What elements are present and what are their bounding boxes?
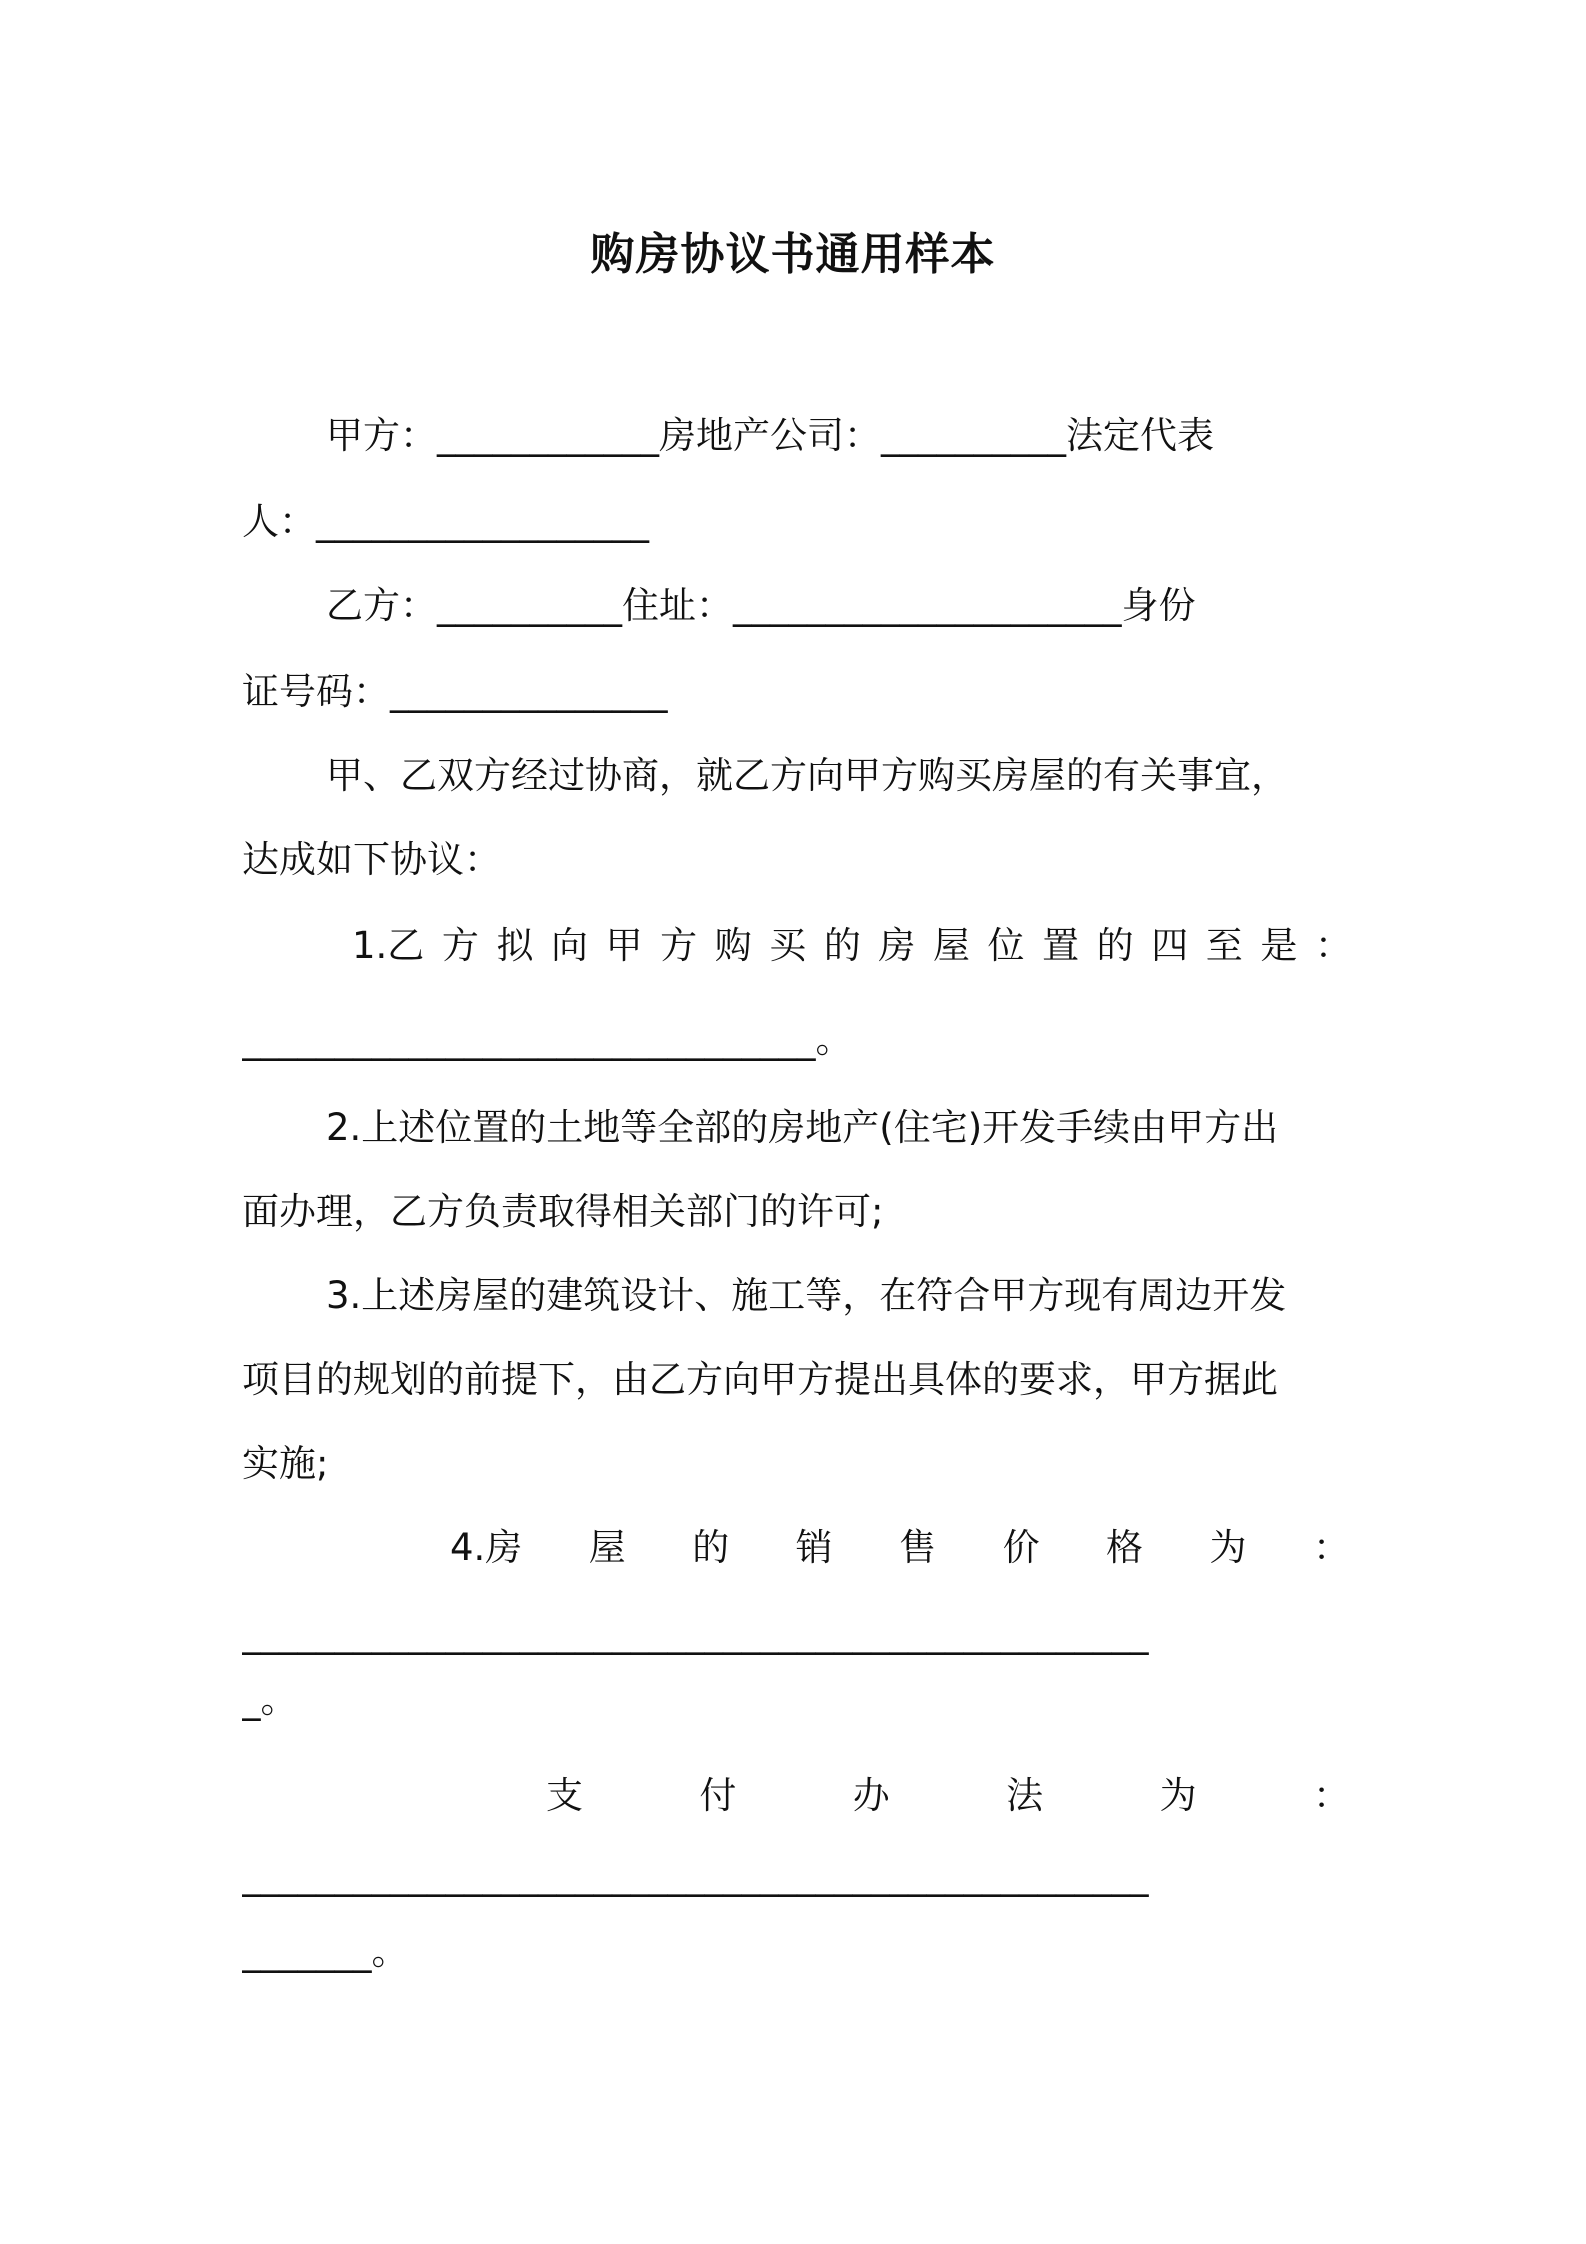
clause-1-char: ：	[1314, 924, 1352, 967]
clause-1-char: 方	[441, 924, 479, 967]
clause-1-heading	[352, 918, 1352, 974]
clause-2-line: 2.上述位置的土地等全部的房地产(住宅)开发手续由甲方出	[326, 1106, 1279, 1149]
clause-1-char: 拟	[496, 924, 534, 967]
clause-4-char: ：	[1312, 1526, 1350, 1569]
preamble-line-cont: 达成如下协议：	[242, 838, 501, 881]
clause-1-char: 向	[551, 924, 588, 967]
payment-heading	[546, 1768, 1350, 1824]
clause-1-char: 至	[1205, 924, 1243, 967]
preamble-line: 甲、乙双方经过协商，就乙方向甲方购买房屋的有关事宜，	[326, 754, 1288, 797]
clause-1-char: 买	[769, 924, 807, 967]
clause-1-char: 1.乙	[352, 924, 425, 967]
party-a-line-cont: 人：__________________	[242, 500, 649, 543]
clause-4-char: 价	[1002, 1526, 1040, 1569]
clause-3-line: 3.上述房屋的建筑设计、施工等，在符合甲方现有周边开发	[326, 1274, 1287, 1317]
payment-char: 办	[852, 1774, 890, 1817]
price-blank-end: _。	[242, 1678, 298, 1721]
clause-1-char: 置	[1042, 924, 1080, 967]
clause-1-char: 的	[1096, 924, 1134, 967]
clause-1-char: 四	[1151, 924, 1189, 967]
payment-blank-end: _______。	[242, 1930, 409, 1973]
party-b-line-cont: 证号码：_______________	[242, 670, 668, 713]
party-b-line: 乙方：__________住址：_____________________身份	[326, 584, 1196, 627]
payment-blank: _________________________________________________	[242, 1854, 1149, 1897]
payment-char: 法	[1006, 1774, 1044, 1817]
payment-char: 为	[1159, 1774, 1197, 1817]
clause-1-char: 方	[660, 924, 698, 967]
clause-3-line-cont: 项目的规划的前提下，由乙方向甲方提出具体的要求，甲方据此	[242, 1358, 1278, 1401]
clause-1-char: 位	[987, 924, 1025, 967]
payment-char: 付	[699, 1774, 737, 1817]
payment-char: 支	[546, 1774, 583, 1817]
clause-4-char: 屋	[588, 1526, 626, 1569]
clause-4-char: 格	[1106, 1526, 1144, 1569]
clause-2-line-cont: 面办理，乙方负责取得相关部门的许可;	[242, 1190, 884, 1233]
clause-1-char: 购	[714, 924, 752, 967]
clause-1-char: 房	[878, 924, 916, 967]
clause-1-char: 屋	[932, 924, 970, 967]
clause-1-blank: _______________________________。	[242, 1018, 853, 1061]
payment-char: ：	[1312, 1774, 1350, 1817]
page-title: 购房协议书通用样本	[590, 229, 996, 280]
price-blank: _________________________________________________	[242, 1612, 1149, 1655]
clause-4-heading	[450, 1520, 1350, 1576]
clause-4-char: 售	[899, 1526, 937, 1569]
clause-4-char: 为	[1209, 1526, 1247, 1569]
clause-4-char: 销	[795, 1526, 833, 1569]
clause-1-char: 是	[1260, 924, 1298, 967]
clause-4-char: 的	[692, 1526, 730, 1569]
clause-1-char: 甲	[605, 924, 643, 967]
clause-1-char: 的	[823, 924, 861, 967]
clause-3-line-end: 实施;	[242, 1442, 329, 1485]
clause-4-char: 4.房	[450, 1526, 523, 1569]
party-a-line: 甲方：____________房地产公司：__________法定代表	[326, 414, 1214, 457]
